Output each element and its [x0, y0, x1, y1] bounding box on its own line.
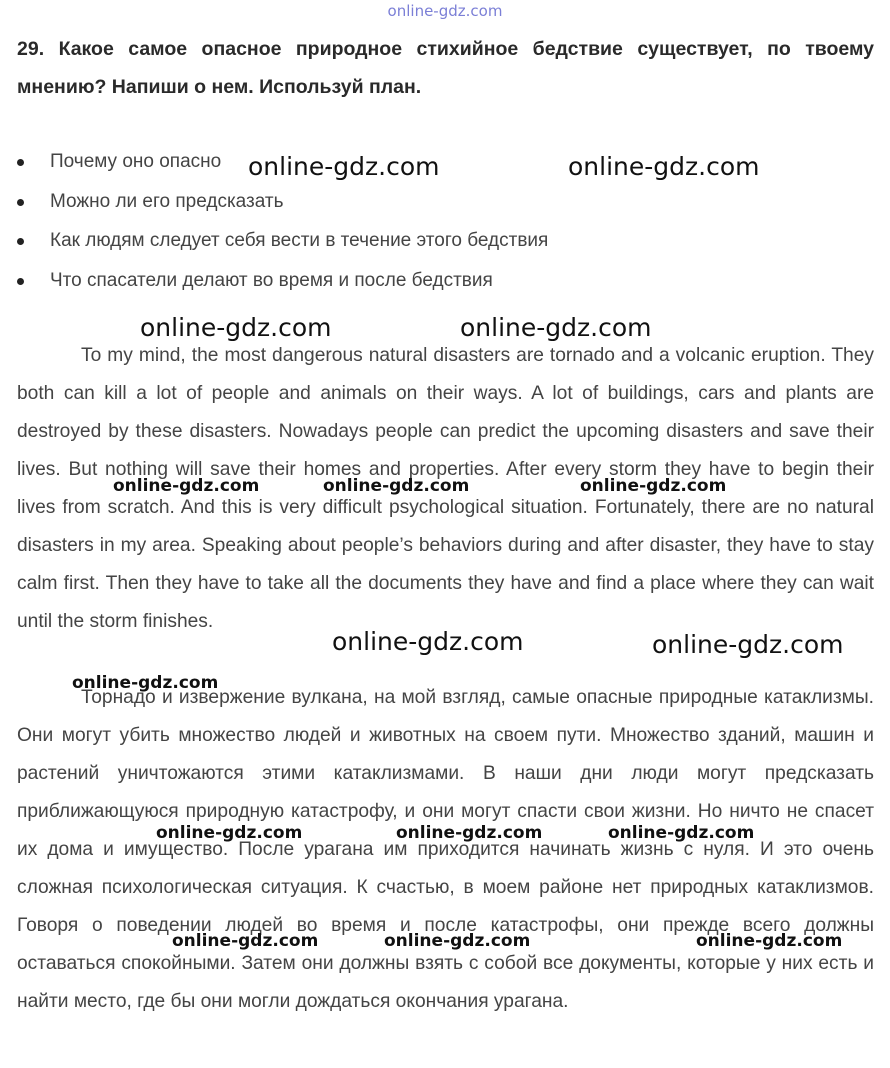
site-tag: online-gdz.com: [387, 2, 503, 20]
watermark: online-gdz.com: [172, 931, 319, 951]
watermark: online-gdz.com: [332, 627, 524, 656]
answer-english: To my mind, the most dangerous natural disasters are tornado and a volcanic eruption. They both can kill a lot of people and animals on their ways. A lot of buildings, cars and plants are destroyed by these disasters. Nowadays people can predict the upcoming disasters and save their lives. But nothing will save their homes and properties. After every storm they have to begin their lives from scratch. And this is very difficult psychological situation. Fortunately, there are no natural disasters in my area. Speaking about people’s behaviors during and after disaster, they have to stay calm first. Then they have to take all the documents they have and find a place where they can wait until the storm finishes.: [17, 345, 874, 632]
task-number: 29.: [17, 38, 45, 60]
plan-item: Как людям следует себя вести в течение этого бедствия: [17, 221, 877, 261]
watermark: online-gdz.com: [396, 823, 543, 843]
plan-item: Можно ли его предсказать: [17, 182, 877, 222]
watermark: online-gdz.com: [696, 931, 843, 951]
watermark: online-gdz.com: [323, 476, 470, 496]
watermark: online-gdz.com: [652, 630, 844, 659]
watermark: online-gdz.com: [384, 931, 531, 951]
answer-russian: Торнадо и извержение вулкана, на мой взгляд, самые опасные природные катаклизмы. Они могут убить множество людей и животных на своем пути. Множество зданий, машин и растений уничтожаются этими катаклизмами. В наши дни люди могут предсказать приближающуюся природную катастрофу, и они могут спасти свои жизни. Но ничто не спасет их дома и имущество. После урагана им приходится начинать жизнь с нуля. И это очень сложная психологическая ситуация. К счастью, в моем районе нет природных катаклизмов. Говоря о поведении людей во время и после катастрофы, они прежде всего должны оставаться спокойными. Затем они должны взять с собой все документы, которые у них есть и найти место, где бы они могли дождаться окончания урагана.: [17, 687, 874, 1012]
watermark: online-gdz.com: [568, 152, 760, 181]
plan-item: Почему оно опасно: [17, 142, 877, 182]
watermark: online-gdz.com: [608, 823, 755, 843]
watermark: online-gdz.com: [248, 152, 440, 181]
watermark: online-gdz.com: [460, 313, 652, 342]
watermark: online-gdz.com: [72, 673, 219, 693]
watermark: online-gdz.com: [113, 476, 260, 496]
task-prompt: [17, 30, 874, 106]
plan-item: Что спасатели делают во время и после бедствия: [17, 261, 877, 301]
watermark: online-gdz.com: [156, 823, 303, 843]
task-text: Какое самое опасное природное стихийное бедствие существует, по твоему мнению? Напиши о нем. Используй план.: [17, 38, 874, 98]
watermark: online-gdz.com: [580, 476, 727, 496]
watermark: online-gdz.com: [140, 313, 332, 342]
